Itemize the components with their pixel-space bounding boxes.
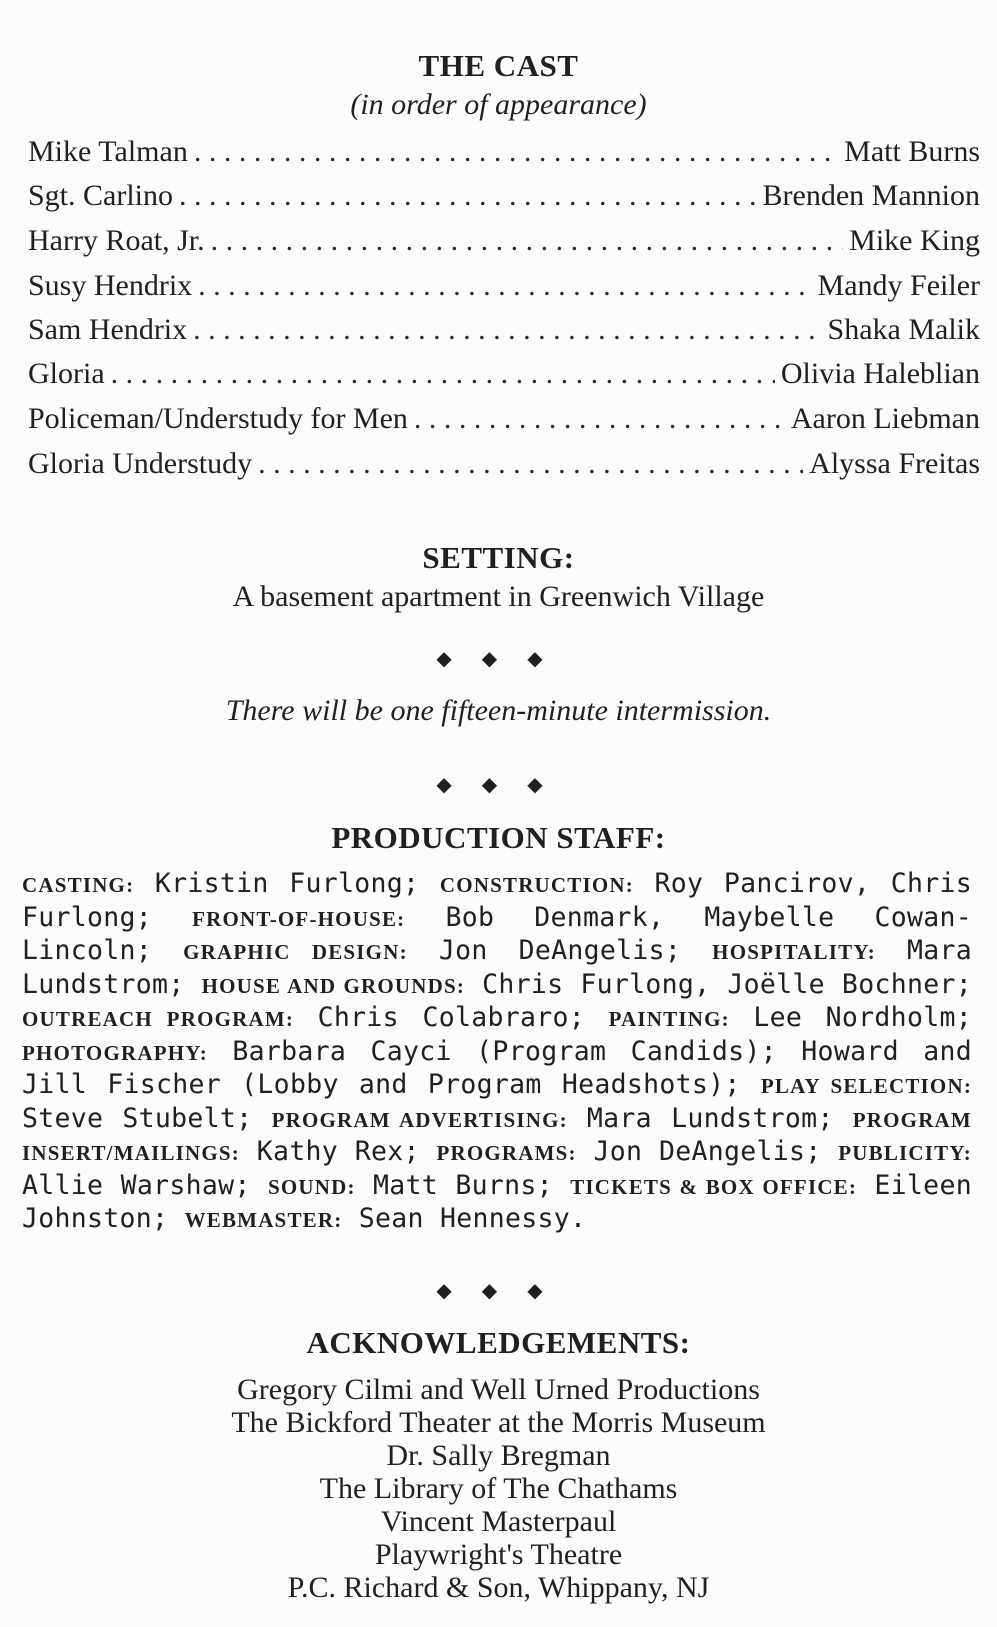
staff-label: PROGRAM INSERT/MAILINGS: xyxy=(22,1107,972,1165)
cast-role: Sgt. Carlino xyxy=(28,179,174,212)
staff-label: PUBLICITY: xyxy=(838,1141,972,1165)
diamond-icon: ◆ xyxy=(527,646,561,670)
staff-names: Steve Stubelt; xyxy=(22,1102,253,1134)
acknowledgement-line: Dr. Sally Bregman xyxy=(386,1439,611,1472)
staff-names: Mara Lundstrom; xyxy=(586,1102,834,1134)
cast-row xyxy=(28,444,980,484)
cast-role: Harry Roat, Jr. xyxy=(28,224,205,257)
acknowledgement-line: Playwright's Theatre xyxy=(374,1538,623,1571)
diamond-icon: ◆ xyxy=(436,1278,470,1302)
acknowledgement-line: P.C. Richard & Son, Whippany, NJ xyxy=(287,1571,710,1604)
cast-role: Gloria xyxy=(28,357,105,390)
dot-leader xyxy=(179,176,757,216)
staff-label: PROGRAMS: xyxy=(436,1141,577,1165)
diamond-icon: ◆ xyxy=(481,1278,516,1302)
cast-actor: Mike King xyxy=(849,224,980,257)
staff-label: PHOTOGRAPHY: xyxy=(22,1040,208,1065)
staff-label: WEBMASTER: xyxy=(184,1208,343,1232)
acknowledgement-line: Vincent Masterpaul xyxy=(380,1505,617,1538)
staff-names: Mara Lundstrom; xyxy=(22,935,973,1000)
dot-leader xyxy=(258,444,803,484)
staff-label: PROGRAM ADVERTISING: xyxy=(271,1107,568,1132)
staff-names: Jon DeAngelis; xyxy=(593,1136,822,1167)
intermission-note: There will be one fifteen-minute intermission. xyxy=(225,694,772,727)
cast-role: Policeman/Understudy for Men xyxy=(28,402,408,435)
staff-names: Roy Pancirov, Chris Furlong; xyxy=(22,868,972,933)
staff-names: Barbara Cayci (Program Candids); Howard and Jill Fischer (Lobby and Program Headshots); xyxy=(22,1035,972,1100)
diamond-icon: ◆ xyxy=(527,772,561,796)
dot-leader xyxy=(111,354,775,394)
section-divider xyxy=(0,1278,997,1302)
cast-role: Sam Hendrix xyxy=(28,313,188,346)
cast-row xyxy=(28,310,980,350)
staff-names: Jon DeAngelis; xyxy=(438,935,682,966)
staff-names: Matt Burns; xyxy=(373,1169,553,1201)
diamond-icon: ◆ xyxy=(481,772,516,796)
staff-label: CONSTRUCTION: xyxy=(439,873,634,897)
staff-names: Chris Furlong, Joëlle Bochner; xyxy=(482,968,972,1000)
acknowledgement-line: The Bickford Theater at the Morris Museum xyxy=(231,1406,766,1439)
cast-role: Gloria Understudy xyxy=(28,447,253,480)
cast-actor: Shaka Malik xyxy=(827,313,980,346)
setting-title: SETTING: xyxy=(422,540,575,575)
cast-row xyxy=(28,354,980,394)
cast-row xyxy=(28,176,980,216)
staff-names: Kathy Rex; xyxy=(256,1136,420,1167)
cast-row xyxy=(28,399,980,439)
cast-title: THE CAST xyxy=(418,48,579,83)
section-divider xyxy=(0,772,997,796)
diamond-icon: ◆ xyxy=(527,1278,561,1302)
production-staff-list xyxy=(22,868,972,1237)
dot-leader xyxy=(198,266,811,306)
staff-label: FRONT-OF-HOUSE: xyxy=(192,906,406,931)
cast-actor: Aaron Liebman xyxy=(790,402,980,435)
staff-label: OUTREACH PROGRAM: xyxy=(22,1007,295,1031)
cast-role: Susy Hendrix xyxy=(28,269,193,302)
cast-subtitle: (in order of appearance) xyxy=(350,88,647,121)
section-divider xyxy=(0,646,997,670)
cast-actor: Matt Burns xyxy=(844,135,980,168)
setting-text: A basement apartment in Greenwich Village xyxy=(232,580,765,613)
acknowledgement-line: Gregory Cilmi and Well Urned Productions xyxy=(237,1373,760,1406)
staff-names: Eileen Johnston; xyxy=(22,1169,972,1234)
dot-leader xyxy=(194,132,838,172)
diamond-icon: ◆ xyxy=(481,646,516,670)
cast-row xyxy=(28,221,980,261)
diamond-icon: ◆ xyxy=(436,646,470,670)
cast-actor: Alyssa Freitas xyxy=(809,447,980,480)
dot-leader xyxy=(414,399,785,439)
acknowledgement-line: The Library of The Chathams xyxy=(319,1472,678,1505)
staff-names: Allie Warshaw; xyxy=(22,1169,251,1201)
staff-label: HOUSE AND GROUNDS: xyxy=(201,973,466,998)
cast-actor: Brenden Mannion xyxy=(762,179,980,212)
staff-label: PLAY SELECTION: xyxy=(760,1074,973,1098)
staff-names: Kristin Furlong; xyxy=(154,868,420,899)
staff-names: Lee Nordholm; xyxy=(753,1002,972,1033)
acknowledgements-title: ACKNOWLEDGEMENTS: xyxy=(306,1325,691,1360)
cast-actor: Olivia Haleblian xyxy=(780,357,980,390)
cast-row xyxy=(28,132,980,172)
cast-role: Mike Talman xyxy=(28,135,188,168)
staff-names: Chris Colabraro; xyxy=(317,1002,586,1033)
staff-label: SOUND: xyxy=(267,1174,356,1199)
staff-label: TICKETS & BOX OFFICE: xyxy=(570,1174,858,1199)
dot-leader xyxy=(211,221,844,261)
cast-actor: Mandy Feiler xyxy=(817,269,980,302)
staff-label: PAINTING: xyxy=(608,1007,730,1031)
staff-names: Bob Denmark, Maybelle Cowan-Lincoln; xyxy=(22,901,972,966)
cast-row xyxy=(28,266,980,306)
staff-names: Sean Hennessy. xyxy=(358,1203,587,1234)
production-staff-title: PRODUCTION STAFF: xyxy=(331,820,666,855)
dot-leader xyxy=(193,310,821,350)
staff-label: CASTING: xyxy=(22,873,135,897)
staff-label: HOSPITALITY: xyxy=(712,940,876,964)
staff-label: GRAPHIC DESIGN: xyxy=(183,940,408,964)
diamond-icon: ◆ xyxy=(436,772,470,796)
